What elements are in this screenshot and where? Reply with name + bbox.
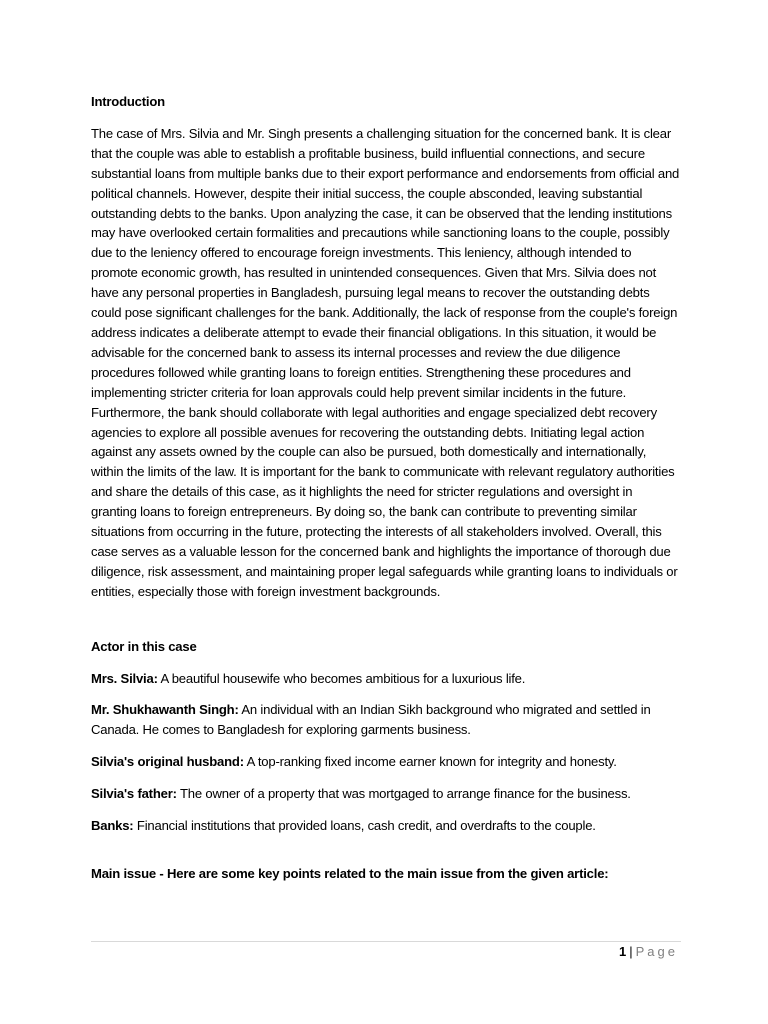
actor-item-banks	[91, 816, 681, 836]
actor-item-original-husband	[91, 752, 681, 772]
main-issue-heading: Main issue - Here are some key points related to the main issue from the given article:	[91, 866, 609, 881]
actor-description: A beautiful housewife who becomes ambitious for a luxurious life.	[157, 670, 526, 686]
actor-description: A top-ranking fixed income earner known for integrity and honesty.	[243, 754, 617, 770]
actor-item-mr-singh	[91, 700, 681, 740]
page-label: Page	[635, 944, 678, 959]
actor-description: An individual with an Indian Sikh background who migrated and settled in Canada. He comes to Bangladesh for exploring garments business.	[91, 702, 651, 738]
actor-item-mrs-silvia	[91, 669, 681, 689]
page-number: 1	[619, 944, 627, 959]
actors-heading: Actor in this case	[91, 638, 197, 654]
actor-name: Mr. Shukhawanth Singh:	[91, 702, 239, 718]
actor-item-father	[91, 784, 681, 804]
actor-name: Silvia's father:	[91, 786, 177, 802]
actor-description: Financial institutions that provided loans, cash credit, and overdrafts to the couple.	[133, 818, 596, 834]
footer-divider	[91, 941, 681, 942]
document-body	[91, 92, 681, 884]
page-footer	[619, 943, 678, 961]
actor-name: Silvia's original husband:	[91, 754, 244, 770]
actor-name: Mrs. Silvia:	[91, 670, 158, 686]
introduction-paragraph: The case of Mrs. Silvia and Mr. Singh presents a challenging situation for the concerned bank. It is clear that the couple was able to establish a profitable business, build influential connections, and secure substantial loans from multiple banks due to their export performance and endorsements from official and political channels. However, despite their initial success, the couple absconded, leaving substantial outstanding debts to the banks. Upon analyzing the case, it can be observed that the lending institutions may have overlooked certain formalities and precautions while sanctioning loans to the couple, possibly due to the leniency offered to encourage foreign investments. This leniency, although intended to promote economic growth, has resulted in unintended consequences. Given that Mrs. Silvia does not have any personal properties in Bangladesh, pursuing legal means to recover the outstanding debts could pose significant challenges for the bank. Additionally, the lack of response from the couple's foreign address indicates a deliberate attempt to evade their financial obligations. In this situation, it would be advisable for the concerned bank to assess its internal processes and review the due diligence procedures followed while granting loans to foreign entities. Strengthening these procedures and implementing stricter criteria for loan approvals could help prevent similar incidents in the future. Furthermore, the bank should collaborate with legal authorities and engage specialized debt recovery agencies to explore all possible avenues for recovering the outstanding debts. Initiating legal action against any assets owned by the couple can also be pursued, both domestically and internationally, within the limits of the law. It is important for the bank to communicate with relevant regulatory authorities and share the details of this case, as it highlights the need for stricter regulations and oversight in granting loans to foreign entrepreneurs. By doing so, the bank can contribute to preventing similar situations from occurring in the future, protecting the interests of all stakeholders involved. Overall, this case serves as a valuable lesson for the concerned bank and highlights the importance of thorough due diligence, risk assessment, and maintaining proper legal safeguards while granting loans to individuals or entities, especially those with foreign investment backgrounds.	[91, 125, 680, 599]
introduction-heading: Introduction	[91, 94, 165, 109]
actor-name: Banks:	[91, 818, 134, 834]
actor-description: The owner of a property that was mortgaged to arrange finance for the business.	[176, 786, 631, 802]
footer-separator: |	[629, 944, 633, 959]
